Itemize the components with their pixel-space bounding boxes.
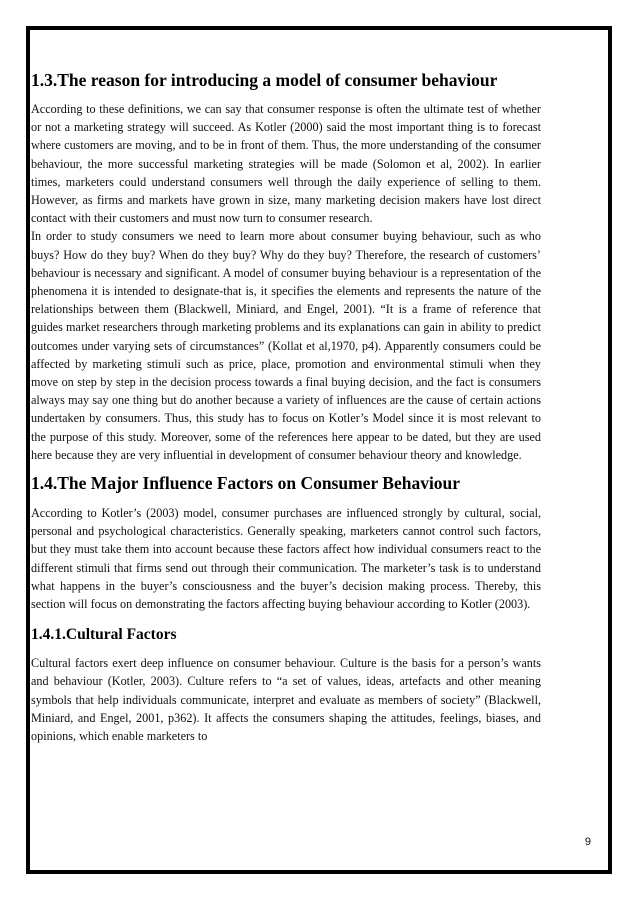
section-heading-1-4: 1.4.The Major Influence Factors on Consumer Behaviour [31, 473, 461, 494]
paragraph: According to these definitions, we can say that consumer response is often the ultimate test of whether or not a marketing strategy will succeed. As Kotler (2000) said the most important thing is to forecast where customers are moving, and to be in front of them. Thus, the more understanding of the consumer behaviour, the more successful marketing strategies will be made (Solomon et al, 2002). In earlier times, marketers could understand consumers well through the daily experience of selling to them. However, as firms and markets have grown in size, many marketing decision makers have lost direct contact with their customers and must now turn to consumer research. [31, 102, 541, 226]
paragraph: Cultural factors exert deep influence on consumer behaviour. Culture is the basis for a person’s wants and behaviour (Kotler, 2003). Culture refers to “a set of values, ideas, artefacts and other meaning symbols that help individuals communicate, interpret and evaluate as members of society” (Blackwell, Miniard, and Engel, 2001, p362). It affects the consumers shaping the attitudes, feelings, biases, and opinions, which enable marketers to [31, 656, 541, 744]
section-heading-1-4-1: 1.4.1.Cultural Factors [31, 626, 177, 644]
document-body [31, 69, 541, 745]
paragraph: In order to study consumers we need to learn more about consumer buying behaviour, such as who buys? How do they buy? When do they buy? Why do they buy? Therefore, the research of customers’ behaviour is necessary and significant. A model of consumer buying behaviour is a representation of the phenomena it is intended to designate-that is, it specifies the elements and represents the nature of the relationships between them (Blackwell, Miniard, and Engel, 2001). “It is a frame of reference that guides market researchers through marketing problems and its explanations can gain in ability to predict outcomes under varying sets of circumstances” (Kollat et al,1970, p4). Apparently consumers could be affected by marketing stimuli such as price, place, promotion and environmental stimuli when they move on step by step in the decision process towards a final buying decision, and the fact is consumers always may say one thing but do another because a variety of influences are the cause of certain actions undertaken by consumers. Thus, this study has to focus on Kotler’s Model since it is most relevant to the purpose of this study. Moreover, some of the references here appear to be dated, but they are used here because they are very influential in development of consumer behaviour theory and knowledge. [31, 229, 541, 462]
paragraph: According to Kotler’s (2003) model, consumer purchases are influenced strongly by cultural, social, personal and psychological characteristics. Generally speaking, marketers cannot control such factors, but they must take them into account because these factors affect how individual consumers react to the different stimuli that firms send out through their communication. The marketer’s task is to understand what happens in the buyer’s consciousness and the buyer’s decision making process. Thereby, this section will focus on demonstrating the factors affecting buying behaviour according to Kotler (2003). [31, 506, 541, 612]
section-heading-1-3: 1.3.The reason for introducing a model of consumer behaviour [31, 70, 498, 90]
page-number: 9 [584, 836, 591, 848]
